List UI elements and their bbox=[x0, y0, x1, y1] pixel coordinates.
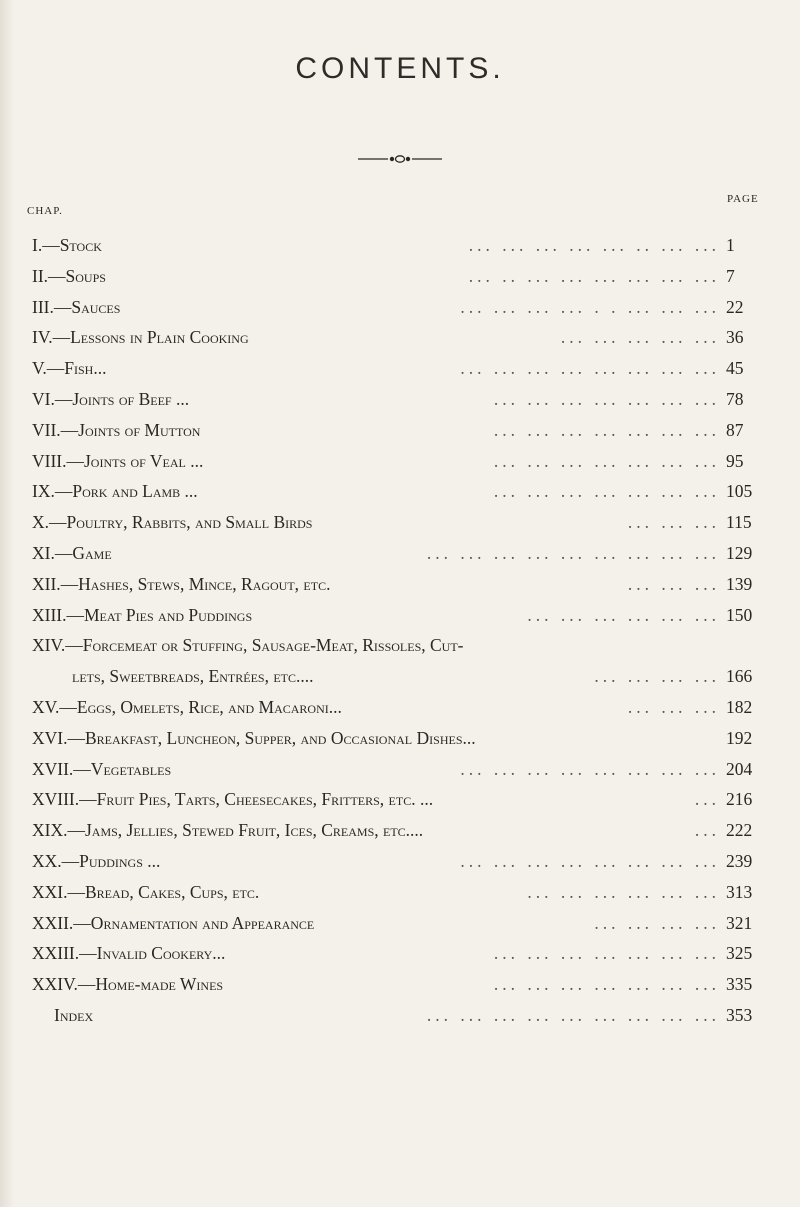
toc-page-number: 150 bbox=[726, 604, 753, 625]
toc-leader-dots: ... ... ... ... ... ... ... ... bbox=[460, 851, 720, 871]
toc-leader-dots: ... ... ... bbox=[627, 573, 720, 594]
toc-page-number: 22 bbox=[726, 296, 744, 317]
toc-leader-dots: ... ... ... ... ... ... bbox=[527, 604, 720, 625]
toc-page-number: 239 bbox=[726, 851, 753, 871]
toc-leader-dots: ... ... ... ... ... ... ... ... bbox=[460, 758, 720, 779]
toc-page-number: 139 bbox=[726, 573, 753, 594]
toc-row bbox=[0, 476, 800, 506]
toc-leader-dots: ... ... ... ... ... ... bbox=[527, 881, 720, 902]
toc-page-number: 321 bbox=[726, 912, 753, 933]
toc-entry-title: XVII.—Vegetables bbox=[32, 758, 172, 779]
toc-page-number: 182 bbox=[726, 697, 753, 717]
toc-page-number: 192 bbox=[726, 727, 753, 748]
toc-entry-title: VIII.—Joints of Veal ... bbox=[32, 450, 204, 471]
toc-entry-title: XII.—Hashes, Stews, Mince, Ragout, etc. bbox=[32, 573, 331, 594]
toc-leader-dots: ... ... ... ... bbox=[594, 912, 720, 933]
toc-leader-dots: ... ... ... ... ... ... ... bbox=[493, 450, 720, 471]
toc-entry-title: XIII.—Meat Pies and Puddings bbox=[32, 604, 253, 625]
toc-leader-dots: ... ... ... ... ... ... ... ... bbox=[460, 358, 720, 379]
toc-row bbox=[0, 723, 800, 753]
toc-page-number: 78 bbox=[726, 389, 744, 409]
toc-entry-title: XX.—Puddings ... bbox=[32, 851, 161, 871]
toc-row bbox=[0, 322, 800, 352]
toc-page-number: 87 bbox=[726, 419, 744, 440]
toc-page-number: 129 bbox=[726, 543, 753, 563]
page-column-label: PAGE bbox=[727, 193, 759, 205]
toc-page-number: 222 bbox=[726, 820, 753, 841]
toc-row bbox=[0, 600, 800, 630]
toc-page-number: 216 bbox=[726, 789, 753, 810]
toc-entry-title: XIV.—Forcemeat or Stuffing, Sausage-Meat, Rissoles, Cut- bbox=[32, 635, 464, 656]
toc-row bbox=[0, 292, 800, 322]
toc-entry-title: II.—Soups bbox=[32, 265, 106, 286]
toc-entry-title: Index bbox=[54, 1005, 94, 1025]
toc-leader-dots: ... ... ... ... ... ... ... bbox=[493, 974, 720, 995]
toc-row bbox=[0, 692, 800, 722]
toc-page-number: 166 bbox=[726, 666, 753, 687]
toc-entry-title: XVIII.—Fruit Pies, Tarts, Cheesecakes, Fritters, etc. ... bbox=[32, 789, 434, 810]
toc-row bbox=[0, 754, 800, 784]
toc-leader-dots: ... ... ... ... ... .. ... ... bbox=[468, 235, 720, 255]
toc-page-number: 45 bbox=[726, 358, 744, 379]
toc-entry-title: IX.—Pork and Lamb ... bbox=[32, 481, 198, 502]
toc-leader-dots: ... bbox=[694, 789, 720, 810]
toc-leader-dots: ... ... ... bbox=[627, 697, 720, 717]
toc-row bbox=[0, 446, 800, 476]
toc-leader-dots: ... ... ... ... bbox=[594, 666, 720, 687]
toc-row bbox=[0, 230, 800, 260]
toc-leader-dots: ... ... ... ... ... ... ... bbox=[493, 419, 720, 440]
toc-entry-title: XXIII.—Invalid Cookery... bbox=[32, 943, 226, 964]
ornament-divider bbox=[358, 154, 442, 164]
toc-page-number: 95 bbox=[726, 450, 744, 471]
toc-entry-title: I.—Stock bbox=[32, 235, 102, 255]
toc-row bbox=[0, 908, 800, 938]
toc-entry-title: XV.—Eggs, Omelets, Rice, and Macaroni... bbox=[32, 697, 342, 717]
toc-page-number: 115 bbox=[726, 512, 752, 533]
toc-page-number: 325 bbox=[726, 943, 753, 964]
toc-page-number: 313 bbox=[726, 881, 753, 902]
toc-page-number: 7 bbox=[726, 265, 735, 286]
toc-page-number: 204 bbox=[726, 758, 753, 779]
toc-leader-dots: ... ... ... ... ... ... ... ... ... bbox=[426, 1005, 720, 1025]
toc-entry-title: X.—Poultry, Rabbits, and Small Birds bbox=[32, 512, 313, 533]
toc-row bbox=[0, 384, 800, 414]
toc-entry-title: lets, Sweetbreads, Entrées, etc.... bbox=[72, 666, 314, 687]
toc-leader-dots: ... .. ... ... ... ... ... ... bbox=[468, 265, 720, 286]
toc-row bbox=[0, 969, 800, 999]
toc-entry-title: III.—Sauces bbox=[32, 296, 121, 317]
chapter-column-label: CHAP. bbox=[27, 205, 63, 217]
toc-row bbox=[0, 815, 800, 845]
toc-leader-dots: ... bbox=[694, 820, 720, 841]
toc-leader-dots: ... ... ... ... ... ... ... ... ... bbox=[426, 543, 720, 563]
toc-entry-title: XIX.—Jams, Jellies, Stewed Fruit, Ices, Creams, etc.... bbox=[32, 820, 424, 841]
toc-leader-dots: ... ... ... ... ... ... ... bbox=[493, 481, 720, 502]
toc-entry-title: VII.—Joints of Mutton bbox=[32, 419, 201, 440]
toc-row bbox=[0, 538, 800, 568]
page-title: CONTENTS. bbox=[295, 52, 505, 85]
toc-row bbox=[0, 507, 800, 537]
toc-row bbox=[0, 846, 800, 876]
toc-page-number: 36 bbox=[726, 327, 744, 348]
toc-page-number: 105 bbox=[726, 481, 753, 502]
toc-row bbox=[0, 630, 800, 660]
toc-entry-title: IV.—Lessons in Plain Cooking bbox=[32, 327, 249, 348]
toc-leader-dots: ... ... ... ... ... ... ... bbox=[493, 943, 720, 964]
toc-leader-dots: ... ... ... bbox=[627, 512, 720, 533]
toc-entry-title: V.—Fish... bbox=[32, 358, 107, 379]
toc-entry-title: VI.—Joints of Beef ... bbox=[32, 389, 190, 409]
toc-page-number: 1 bbox=[726, 235, 735, 255]
toc-row bbox=[0, 1000, 800, 1030]
toc-entry-title: XI.—Game bbox=[32, 543, 112, 563]
toc-row bbox=[0, 353, 800, 383]
toc-row bbox=[0, 938, 800, 968]
toc-row bbox=[0, 261, 800, 291]
toc-entry-title: XVI.—Breakfast, Luncheon, Supper, and Occasional Dishes... bbox=[32, 727, 476, 748]
toc-leader-dots: ... ... ... ... ... bbox=[560, 327, 720, 348]
toc-row bbox=[0, 877, 800, 907]
toc-page-number: 353 bbox=[726, 1005, 753, 1025]
toc-leader-dots: ... ... ... ... . . ... ... ... bbox=[460, 296, 720, 317]
toc-page-number: 335 bbox=[726, 974, 753, 995]
toc-entry-title: XXII.—Ornamentation and Appearance bbox=[32, 912, 315, 933]
toc-row bbox=[0, 415, 800, 445]
toc-row bbox=[0, 569, 800, 599]
toc-entry-title: XXI.—Bread, Cakes, Cups, etc. bbox=[32, 881, 260, 902]
toc-row bbox=[0, 784, 800, 814]
toc-leader-dots: ... ... ... ... ... ... ... bbox=[493, 389, 720, 409]
toc-row bbox=[0, 661, 800, 691]
toc-entry-title: XXIV.—Home-made Wines bbox=[32, 974, 224, 995]
